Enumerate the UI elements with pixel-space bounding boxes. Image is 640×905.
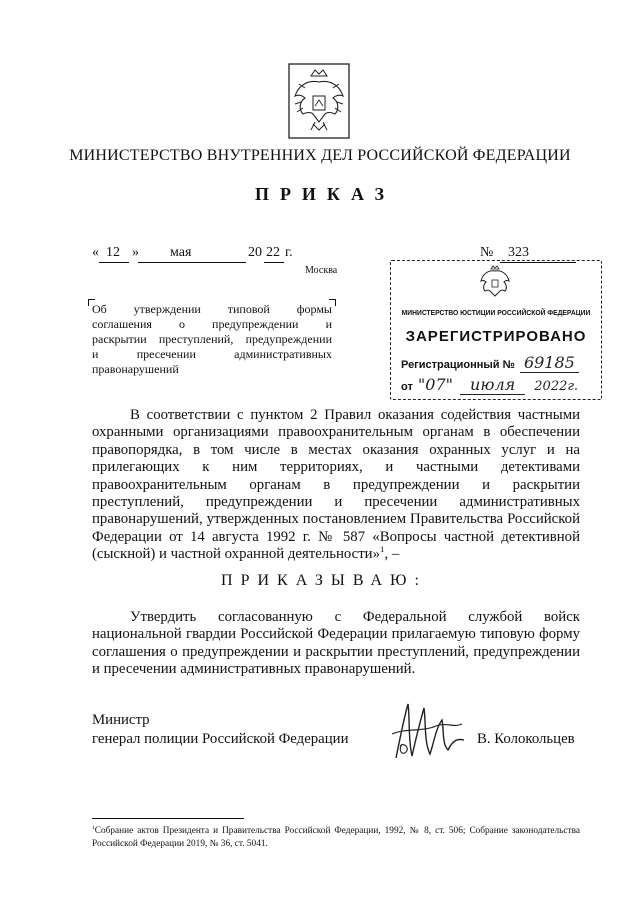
stamp-registered: ЗАРЕГИСТРИРОВАНО xyxy=(405,328,587,345)
order-subject xyxy=(92,302,332,377)
stamp-ministry: МИНИСТЕРСТВО ЮСТИЦИИ РОССИЙСКОЙ ФЕДЕРАЦИИ xyxy=(401,308,591,317)
preamble-text: В соответствии с пунктом 2 Правил оказания содействия частными охранными организациями правоохранительным органам в обеспечении правопорядка, в том числе в местах оказания охранных услуг и на прилегающих к ним территориях, и частными детективами правоохранительным органам в предупреждении и раскрытии преступлений, предупреждении и пресечении административных правонарушений, утвержденных постановлением Правительства Российской Федерации от 14 августа 1992 г. № 587 «Вопросы частной детективной (сыскной) и частной охранной деятельности» xyxy=(92,407,580,563)
ministry-name: МИНИСТЕРСТВО ВНУТРЕННИХ ДЕЛ РОССИЙСКОЙ ФЕДЕРАЦИИ xyxy=(69,147,571,164)
registration-stamp xyxy=(390,260,602,400)
order-number-value: 323 xyxy=(508,245,529,260)
footnote-reference: 1 xyxy=(380,544,385,555)
handwritten-signature xyxy=(386,698,468,764)
order-word: ПРИКАЗЫВАЮ: xyxy=(221,572,427,589)
date-year-suffix: 22 xyxy=(266,245,280,260)
subject-line: раскрытии преступлений, предупреждении xyxy=(92,332,332,346)
subject-line: соглашения о предупреждении и xyxy=(92,317,332,331)
preamble-ending: , – xyxy=(384,546,400,563)
date-month: мая xyxy=(170,245,192,260)
footnote xyxy=(92,825,580,851)
stamp-from-month: июля xyxy=(460,375,525,395)
stamp-from-label: от xyxy=(401,381,413,393)
date-open-quote: « xyxy=(92,245,99,260)
subject-line: Об утверждении типовой формы xyxy=(92,302,332,316)
stamp-reg-label: Регистрационный № xyxy=(401,359,515,371)
document-type-title: ПРИКАЗ xyxy=(254,184,396,204)
date-year-prefix: 20 xyxy=(248,245,262,260)
footnote-text: Собрание актов Президента и Правительства Российской Федерации, 1992, № 8, ст. 506; Собрание законодательства Российской Федерации 2019, № 36, ст. 5041. xyxy=(92,826,580,849)
stamp-date-line xyxy=(401,375,578,395)
order-paragraph xyxy=(92,609,580,679)
footnote-divider xyxy=(92,818,244,819)
footnote-marker: 1 xyxy=(92,824,95,831)
stamp-from-day: "07" xyxy=(417,375,453,394)
subject-line: и пресечении административных xyxy=(92,347,332,361)
state-emblem-icon xyxy=(287,62,351,140)
signatory-name: В. Колокольцев xyxy=(477,731,575,747)
signatory-rank: генерал полиции Российской Федерации xyxy=(92,731,349,747)
order-number-label: № xyxy=(480,245,494,260)
subject-line: правонарушений xyxy=(92,362,179,376)
date-day: 12 xyxy=(106,245,120,260)
stamp-reg-number: 69185 xyxy=(520,353,579,373)
preamble-paragraph xyxy=(92,407,580,564)
date-year-mark: г. xyxy=(285,245,293,260)
stamp-emblem-icon xyxy=(477,265,513,303)
city: Москва xyxy=(305,265,338,276)
stamp-reg-number-line xyxy=(401,353,579,373)
stamp-from-year: 2022г. xyxy=(534,379,579,394)
signatory-title: Министр xyxy=(92,712,150,728)
date-close-quote: » xyxy=(132,245,139,260)
order-text: Утвердить согласованную с Федеральной службой войск национальной гвардии Российской Федерации прилагаемую типовую форму соглашения о предупреждении и раскрытии преступлений, предупреждении и пресечении административных правонарушений. xyxy=(92,609,580,678)
